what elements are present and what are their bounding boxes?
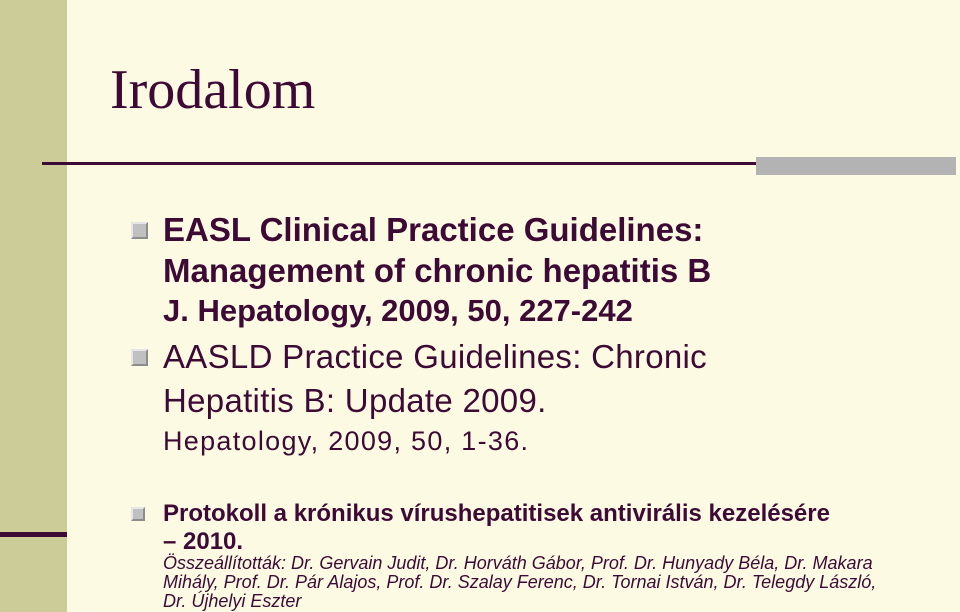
reference-citation: Hepatology, 2009, 50, 1-36. [163,426,530,456]
square-bullet-icon [131,507,145,521]
square-bullet-icon [131,222,148,239]
reference-title-line: Protokoll a krónikus vírushepatitisek antivirális kezelésére [163,500,830,527]
reference-title-line: Hepatitis B: Update 2009. [163,382,547,419]
reference-citation: J. Hepatology, 2009, 50, 227-242 [163,293,633,328]
square-bullet-icon [131,349,148,366]
reference-authors-line: Összeállították: Dr. Gervain Judit, Dr. Horváth Gábor, Prof. Dr. Hunyady Béla, Dr. Makara [163,553,873,573]
reference-title-line: – 2010. [163,528,244,555]
reference-authors-line: Dr. Újhelyi Eszter [163,591,302,611]
page-title: Irodalom [110,59,316,121]
side-band [0,0,67,612]
side-accent-mark [0,532,67,537]
reference-title-line: EASL Clinical Practice Guidelines: [163,211,704,248]
title-divider [42,162,756,165]
reference-title-line: AASLD Practice Guidelines: Chronic [163,338,707,375]
title-divider-accent [756,157,956,175]
reference-authors-line: Mihály, Prof. Dr. Pár Alajos, Prof. Dr. Szalay Ferenc, Dr. Tornai István, Dr. Telegdy László, [163,572,877,592]
reference-title-line: Management of chronic hepatitis B [163,252,712,289]
